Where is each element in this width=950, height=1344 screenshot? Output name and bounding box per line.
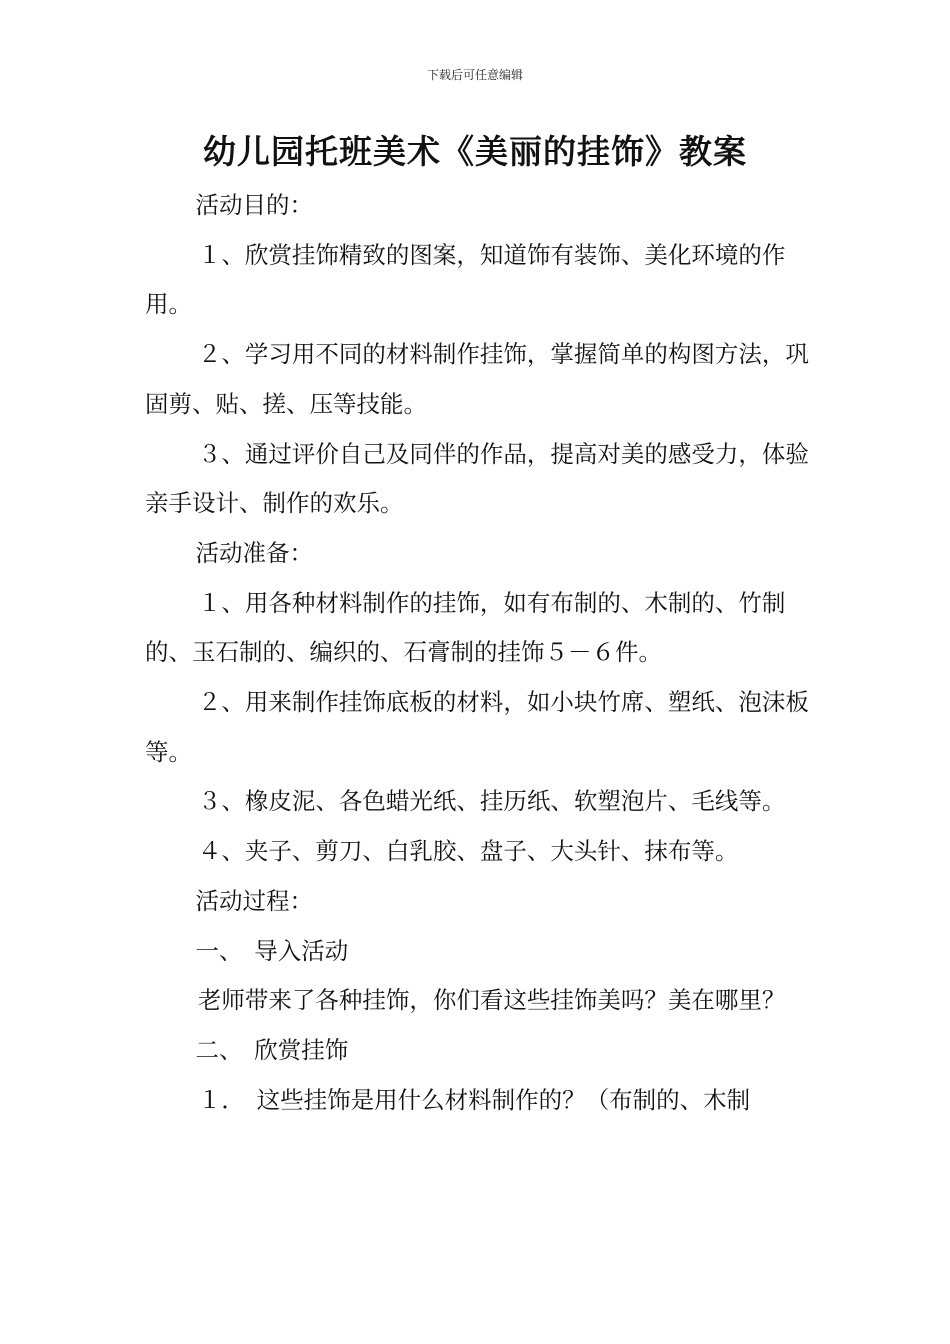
objective-item-3: ３、通过评价自己及同伴的作品，提高对美的感受力，体验亲手设计、制作的欢乐。 [145,439,809,518]
preparation-item-4: ４、夹子、剪刀、白乳胶、盘子、大头针、抹布等。 [197,837,739,866]
process-step-1-text: 老师带来了各种挂饰，你们看这些挂饰美吗？美在哪里？ [197,986,786,1015]
document-title: 幼儿园托班美术《美丽的挂饰》教案 [203,132,747,171]
process-step-2-question-1: １． 这些挂饰是用什么材料制作的？（布制的、木制 [197,1085,751,1114]
process-step-1-heading: 一、 导入活动 [195,936,349,965]
section-heading-preparation: 活动准备： [195,538,314,567]
process-step-2-heading: 二、 欣赏挂饰 [195,1035,349,1064]
page-header-note: 下载后可任意编辑 [426,68,523,82]
document-body [145,181,813,1125]
objective-item-2: ２、学习用不同的材料制作挂饰，掌握简单的构图方法，巩固剪、贴、搓、压等技能。 [145,340,809,418]
preparation-item-3: ３、橡皮泥、各色蜡光纸、挂历纸、软塑泡片、毛线等。 [197,787,786,816]
section-heading-process: 活动过程： [195,886,314,915]
preparation-item-2: ２、用来制作挂饰底板的材料，如小块竹席、塑纸、泡沫板等。 [145,688,809,766]
preparation-item-1: １、用各种材料制作的挂饰，如有布制的、木制的、竹制的、玉石制的、编织的、石膏制的挂饰５－６件。 [145,588,786,667]
objective-item-1: １、欣赏挂饰精致的图案，知道饰有装饰、美化环境的作用。 [145,240,786,319]
section-heading-objectives: 活动目的： [195,191,314,219]
